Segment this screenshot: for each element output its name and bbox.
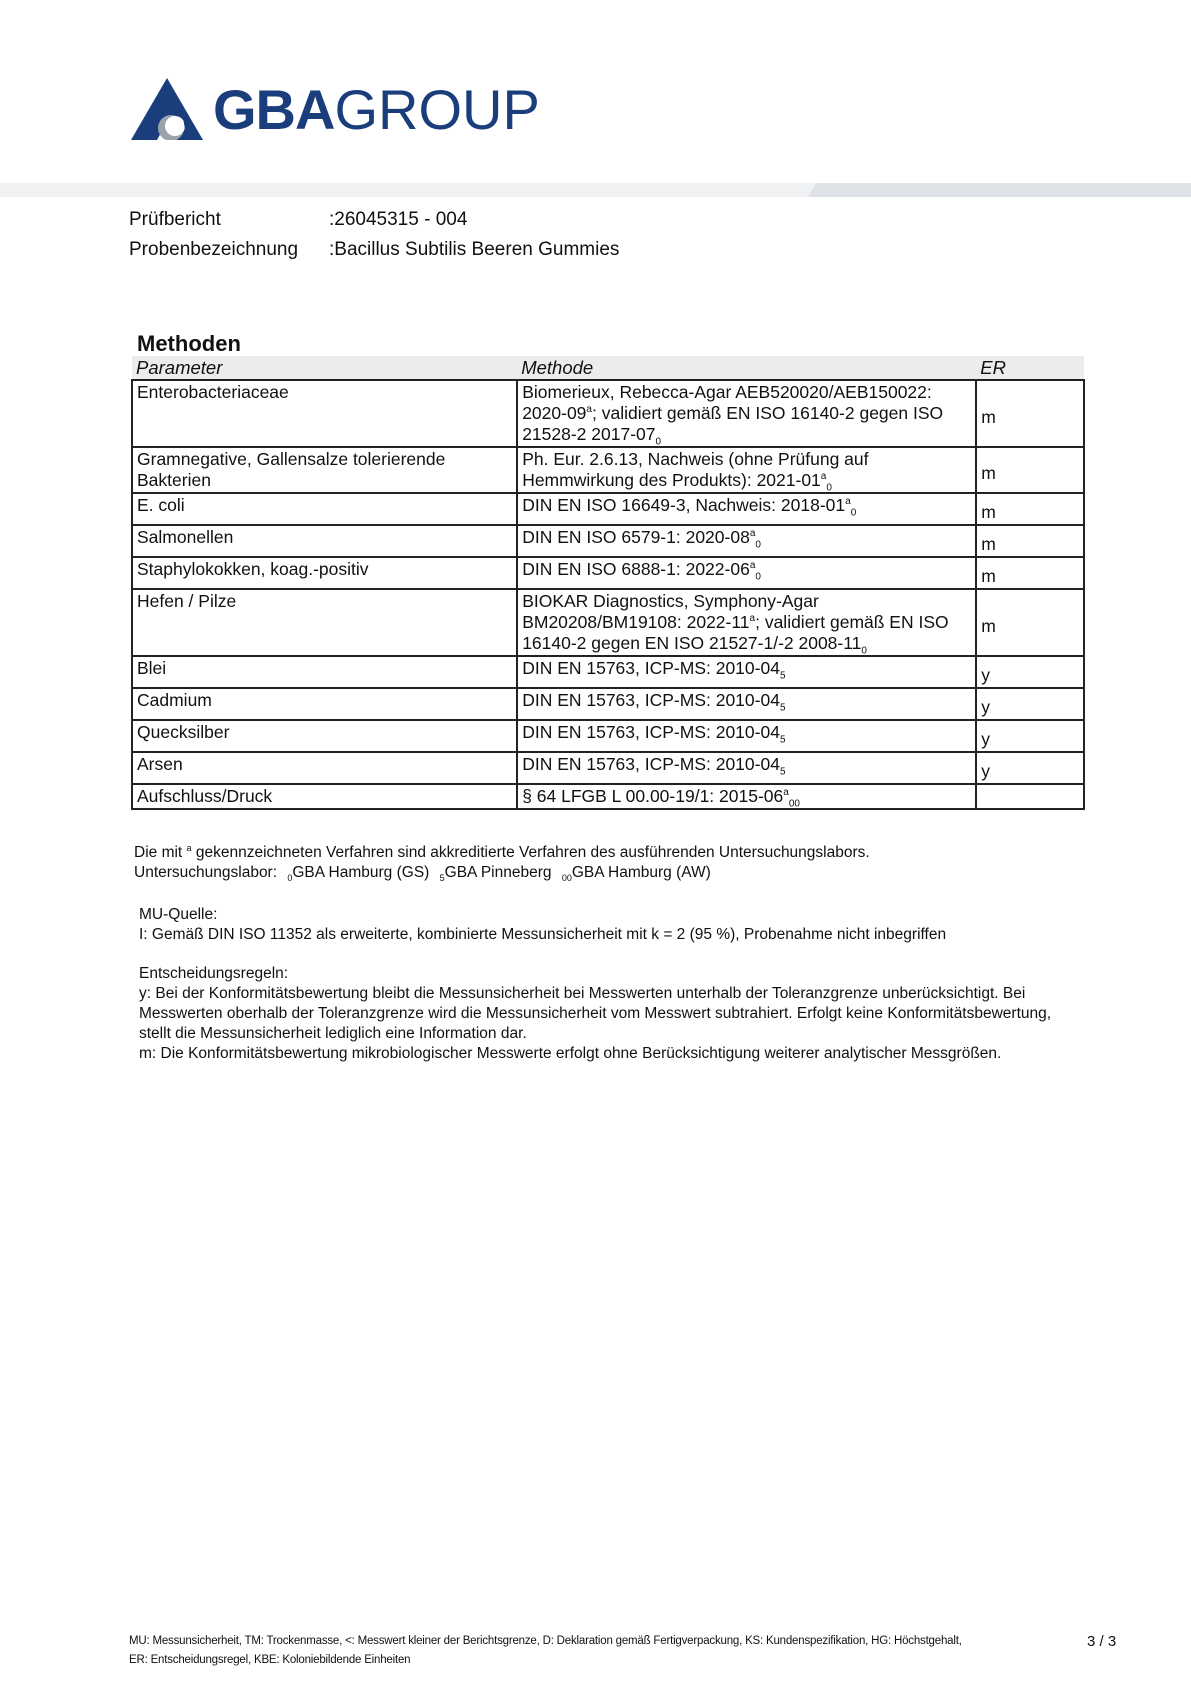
method-row <box>132 752 1084 784</box>
method-cell: DIN EN 15763, ICP-MS: $2010-04_5$ <box>517 688 976 720</box>
report-number-value: :26045315 - 004 <box>329 209 468 230</box>
parameter-cell: Quecksilber <box>132 720 517 752</box>
parameter-cell: Arsen <box>132 752 517 784</box>
method-row <box>132 525 1084 557</box>
methods-table <box>131 356 1085 810</box>
header-method: Methode <box>517 356 976 380</box>
parameter-cell: Salmonellen <box>132 525 517 557</box>
er-cell: m <box>976 493 1084 525</box>
method-cell: DIN EN ISO 6579-1: $2020-08^a_0$ <box>517 525 976 557</box>
method-cell: DIN EN ISO 6888-1: $2022-06^a_0$ <box>517 557 976 589</box>
method-cell: § 64 LFGB L 00.00-19/1: $2015-06^a_{00}$ <box>517 784 976 809</box>
lab-item: GBA Hamburg (GS) <box>292 864 430 881</box>
lab-label: Untersuchungslabor: <box>134 864 278 881</box>
logo-wordmark: GBAGROUP <box>213 78 540 141</box>
er-cell: m <box>976 557 1084 589</box>
method-row <box>132 557 1084 589</box>
method-row <box>132 380 1084 447</box>
er-cell: m <box>976 525 1084 557</box>
sample-name-row <box>129 238 619 262</box>
method-cell: BIOKAR Diagnostics, Symphony-Agar BM20208/BM19108: 2022-11$^a$; validiert gemäß EN ISO 16140-2 gegen EN ISO 21527-1/-2 $2008-11_0$ <box>517 589 976 656</box>
lab-item: GBA Pinneberg <box>444 864 552 881</box>
header-band <box>0 183 1191 197</box>
er-cell: y <box>976 752 1084 784</box>
er-cell: y <box>976 688 1084 720</box>
sample-name-value: :Bacillus Subtilis Beeren Gummies <box>329 239 620 260</box>
parameter-cell: Staphylokokken, koag.-positiv <box>132 557 517 589</box>
mu-source-title: MU-Quelle: <box>139 906 218 923</box>
lab-item: GBA Hamburg (AW) <box>571 864 711 881</box>
notes-section <box>134 843 1084 1064</box>
methods-body <box>132 380 1084 809</box>
er-cell: m <box>976 447 1084 493</box>
method-row <box>132 688 1084 720</box>
method-row <box>132 784 1084 809</box>
method-cell: Biomerieux, Rebecca-Agar AEB520020/AEB150022: 2020-09$^a$; validiert gemäß EN ISO 16140-2 gegen ISO 21528-2 $2017-07_0$ <box>517 380 976 447</box>
header-er: ER <box>976 356 1084 380</box>
er-cell: y <box>976 656 1084 688</box>
method-row <box>132 656 1084 688</box>
method-cell: DIN EN 15763, ICP-MS: $2010-04_5$ <box>517 656 976 688</box>
logo-mark-icon <box>131 78 203 140</box>
decision-rule-m: m: Die Konformitätsbewertung mikrobiologischer Messwerte erfolgt ohne Berücksichtigung weiterer analytischer Messgrößen. <box>139 1045 1002 1062</box>
method-cell: DIN EN ISO 16649-3, Nachweis: $2018-01^a_0$ <box>517 493 976 525</box>
lab-list: Untersuchungslabor: $_0$GBA Hamburg (GS) $_5$GBA Pinneberg $_{00}$GBA Hamburg (AW) <box>134 864 711 884</box>
methods-header-row <box>132 356 1084 380</box>
report-number-label: Prüfbericht <box>129 209 221 230</box>
header-parameter: Parameter <box>132 356 517 380</box>
method-row <box>132 720 1084 752</box>
footer-legend <box>129 1632 989 1670</box>
er-cell: m <box>976 380 1084 447</box>
parameter-cell: Enterobacteriaceae <box>132 380 517 447</box>
parameter-cell: Blei <box>132 656 517 688</box>
sample-name-label: Probenbezeichnung <box>129 239 299 260</box>
method-row <box>132 447 1084 493</box>
parameter-cell: Gramnegative, Gallensalze tolerierende Bakterien <box>132 447 517 493</box>
method-cell: DIN EN 15763, ICP-MS: $2010-04_5$ <box>517 752 976 784</box>
parameter-cell: Hefen / Pilze <box>132 589 517 656</box>
method-cell: Ph. Eur. 2.6.13, Nachweis (ohne Prüfung auf Hemmwirkung des Produkts): $2021-01^a_0$ <box>517 447 976 493</box>
mu-source-text: I: Gemäß DIN ISO 11352 als erweiterte, kombinierte Messunsicherheit mit k = 2 (95 %), Probenahme nicht inbegriffen <box>139 926 947 943</box>
er-cell <box>976 784 1084 809</box>
er-cell: m <box>976 589 1084 656</box>
parameter-cell: Cadmium <box>132 688 517 720</box>
page-number: 3 / 3 <box>1087 1633 1117 1650</box>
company-logo <box>131 74 561 144</box>
report-number-row <box>129 208 467 232</box>
decision-rules-title: Entscheidungsregeln: <box>139 965 289 982</box>
footer-line-1: MU: Messunsicherheit, TM: Trockenmasse, <: Messwert kleiner der Berichtsgrenze, D: Deklaration gemäß Fertigverpackung, KS: Kundenspezifikation, HG: Höchstgehalt, <box>129 1635 962 1647</box>
parameter-cell: Aufschluss/Druck <box>132 784 517 809</box>
method-cell: DIN EN 15763, ICP-MS: $2010-04_5$ <box>517 720 976 752</box>
er-cell: y <box>976 720 1084 752</box>
parameter-cell: E. coli <box>132 493 517 525</box>
methods-title: Methoden <box>137 331 241 356</box>
method-row <box>132 493 1084 525</box>
method-row <box>132 589 1084 656</box>
footer-line-2: ER: Entscheidungsregel, KBE: Koloniebildende Einheiten <box>129 1654 411 1666</box>
decision-rule-y: y: Bei der Konformitätsbewertung bleibt die Messunsicherheit bei Messwerten unterhalb der Toleranzgrenze unberücksichtigt. Bei Messwerten oberhalb der Toleranzgrenze wird die Messunsicherheit vom Messwert subtrahiert. Erfolgt keine Konformitätsbewertung, stellt die Messunsicherheit lediglich eine Information dar. <box>139 985 1052 1042</box>
accreditation-note: Die mit $^a$ gekennzeichneten Verfahren sind akkreditierte Verfahren des ausführenden Untersuchungslabors. <box>134 842 870 861</box>
